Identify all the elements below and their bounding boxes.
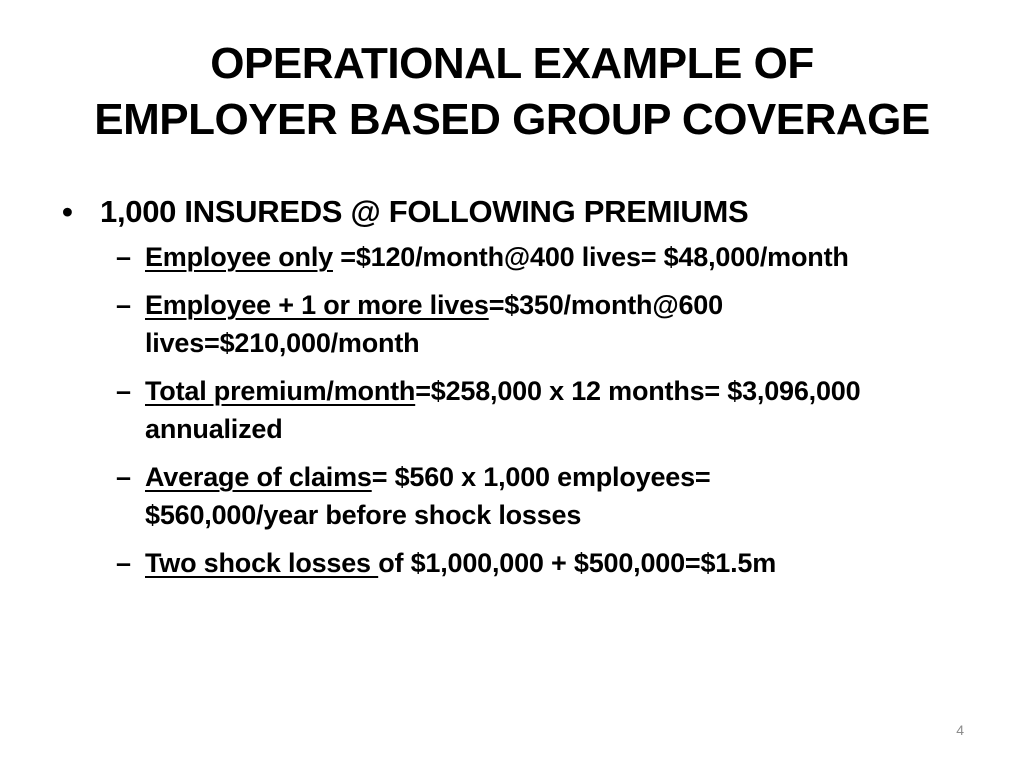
sub-bullet-shock-losses: [62, 544, 865, 582]
sub-bullet-employee-only: [62, 238, 865, 276]
sub-bullet-label: Employee + 1 or more lives: [145, 290, 489, 320]
sub-bullet-list: [62, 238, 962, 582]
sub-bullet-text: =$258,000 x 12 months= $3,096,000 annualized: [145, 376, 861, 444]
dash-marker: –: [116, 242, 131, 272]
bullet-marker: •: [62, 194, 73, 229]
main-bullet: [62, 190, 962, 234]
dash-marker: –: [116, 376, 131, 406]
dash-marker: –: [116, 290, 131, 320]
sub-bullet-text: =$350/month@600 lives=$210,000/month: [145, 290, 723, 358]
sub-bullet-text: of $1,000,000 + $500,000=$1.5m: [378, 548, 777, 578]
sub-bullet-label: Average of claims: [145, 462, 372, 492]
slide-title-line-2: EMPLOYER BASED GROUP COVERAGE: [94, 95, 930, 144]
slide-title-line-1: OPERATIONAL EXAMPLE OF: [210, 39, 814, 88]
slide-content: [62, 190, 962, 592]
sub-bullet-text: = $560 x 1,000 employees= $560,000/year before shock losses: [145, 462, 711, 530]
sub-bullet-label: Two shock losses: [145, 548, 379, 578]
main-bullet-text: 1,000 INSUREDS @ FOLLOWING PREMIUMS: [100, 194, 749, 229]
sub-bullet-average-claims: [62, 458, 865, 534]
sub-bullet-label: Employee only: [145, 242, 333, 272]
dash-marker: –: [116, 548, 131, 578]
sub-bullet-text: =$120/month@400 lives= $48,000/month: [332, 242, 849, 272]
sub-bullet-employee-plus-one: [62, 286, 865, 362]
page-number: 4: [956, 722, 964, 738]
slide-title: [40, 36, 984, 148]
sub-bullet-label: Total premium/month: [145, 376, 416, 406]
sub-bullet-total-premium: [62, 372, 865, 448]
dash-marker: –: [116, 462, 131, 492]
